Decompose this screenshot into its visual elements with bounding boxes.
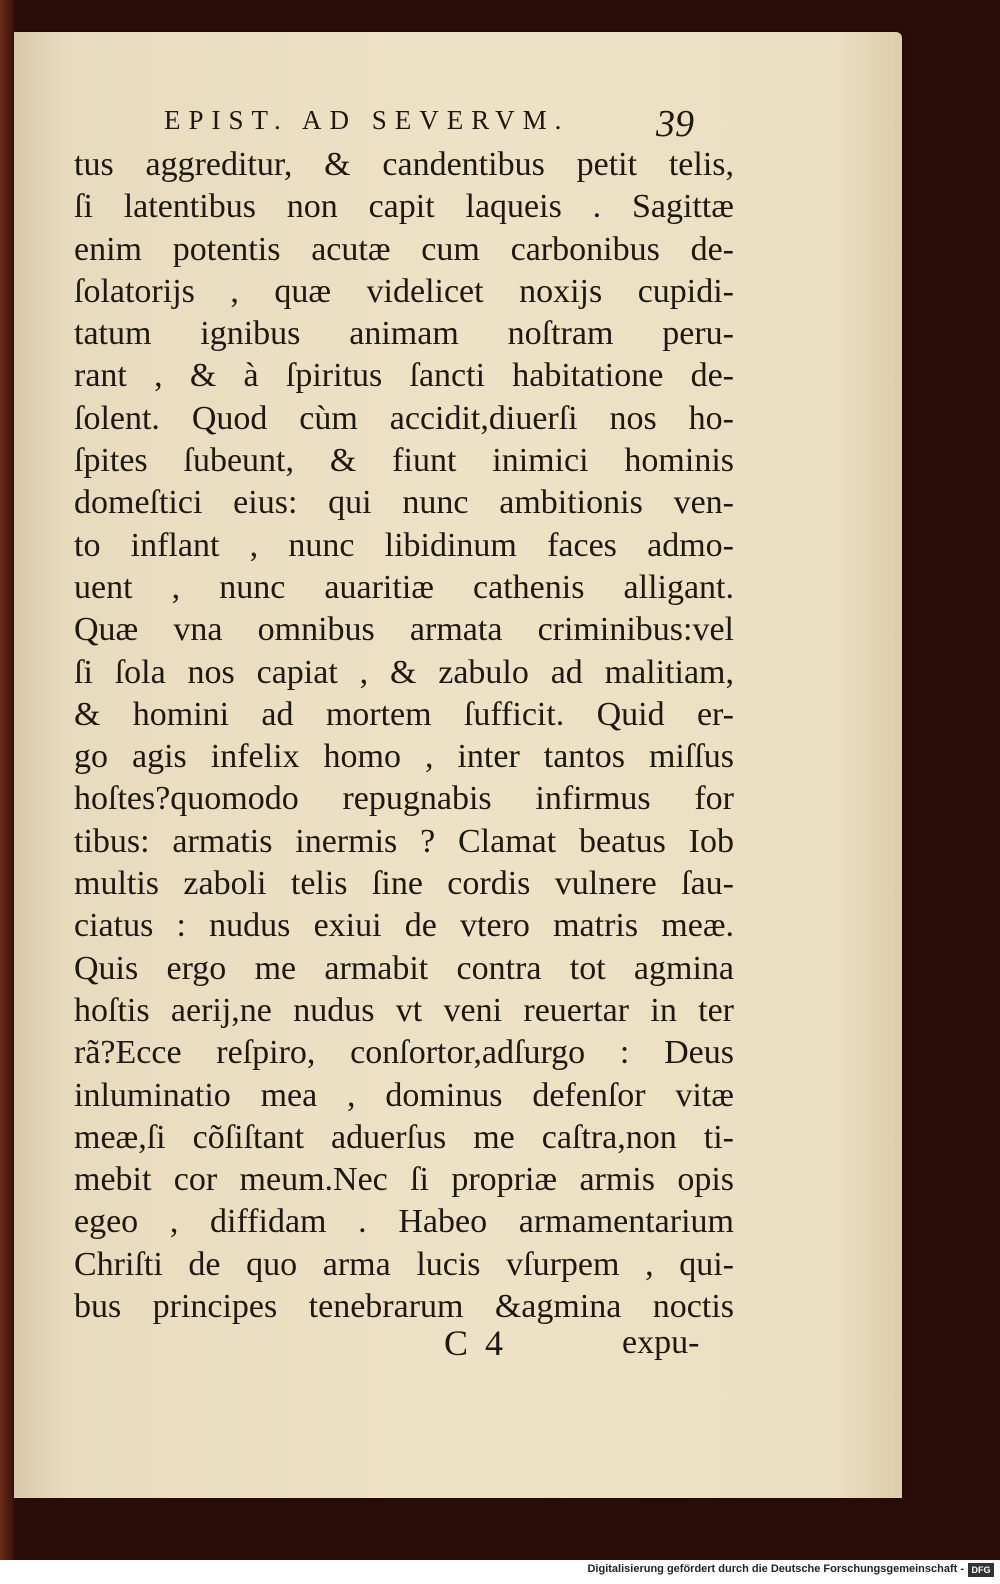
running-head: EPIST. AD SEVERVM. [164, 105, 570, 135]
text-line: & homini ad mortem ſufficit. Quid er- [74, 695, 734, 733]
binding-edge [0, 0, 14, 1560]
footer-bar [0, 1560, 1000, 1584]
book-page [14, 32, 902, 1498]
text-line: ſi ſola nos capiat , & zabulo ad malitiam, [74, 653, 734, 691]
text-line: enim potentis acutæ cum carbonibus de- [74, 230, 734, 268]
text-line: rã?Ecce reſpiro, conſortor,adſurgo : Deus [74, 1034, 734, 1072]
text-line: bus principes tenebrarum &agmina noctis [74, 1288, 734, 1326]
dfg-logo-icon: DFG [968, 1563, 994, 1577]
text-line: tatum ignibus animam noſtram peru- [74, 315, 734, 353]
body-text [74, 144, 734, 1328]
text-line: tibus: armatis inermis ? Clamat beatus Iob [74, 822, 734, 860]
text-line: to inflant , nunc libidinum faces admo- [74, 526, 734, 564]
text-line: Quis ergo me armabit contra tot agmina [74, 949, 734, 987]
text-line: egeo , diffidam . Habeo armamentarium [74, 1203, 734, 1241]
text-line: go agis infelix homo , inter tantos miſſus [74, 738, 734, 776]
signature-mark: C 4 [444, 1323, 508, 1363]
text-line: Quæ vna omnibus armata criminibus:vel [74, 611, 734, 649]
text-line: mebit cor meum.Nec ſi propriæ armis opis [74, 1161, 734, 1199]
text-line: Chriſti de quo arma lucis vſurpem , qui- [74, 1245, 734, 1283]
catchword: expu- [622, 1324, 700, 1361]
text-line: ſolent. Quod cùm accidit,diuerſi nos ho- [74, 399, 734, 437]
text-line: ſi latentibus non capit laqueis . Sagittæ [74, 188, 734, 226]
text-line: meæ,ſi cõſiſtant aduerſus me caſtra,non ti- [74, 1118, 734, 1156]
text-line: tus aggreditur, & candentibus petit telis, [74, 146, 734, 183]
text-line: rant , & à ſpiritus ſancti habitatione de- [74, 357, 734, 395]
text-line: multis zaboli telis ſine cordis vulnere ſau- [74, 865, 734, 903]
text-line: inluminatio mea , dominus defenſor vitæ [74, 1076, 734, 1114]
text-line: ciatus : nudus exiui de vtero matris meæ. [74, 907, 734, 945]
funding-credit: Digitalisierung gefördert durch die Deutsche Forschungsgemeinschaft - [587, 1563, 964, 1575]
text-line: hoſtis aerij,ne nudus vt veni reuertar in ter [74, 991, 734, 1029]
text-line: domeſtici eius: qui nunc ambitionis ven- [74, 484, 734, 522]
page-number: 39 [656, 103, 694, 145]
text-line: ſpites ſubeunt, & fiunt inimici hominis [74, 442, 734, 480]
text-line: uent , nunc auaritiæ cathenis alligant. [74, 568, 734, 606]
text-line: hoſtes?quomodo repugnabis infirmus for [74, 780, 734, 818]
text-line: ſolatorijs , quæ videlicet noxijs cupidi- [74, 272, 734, 310]
